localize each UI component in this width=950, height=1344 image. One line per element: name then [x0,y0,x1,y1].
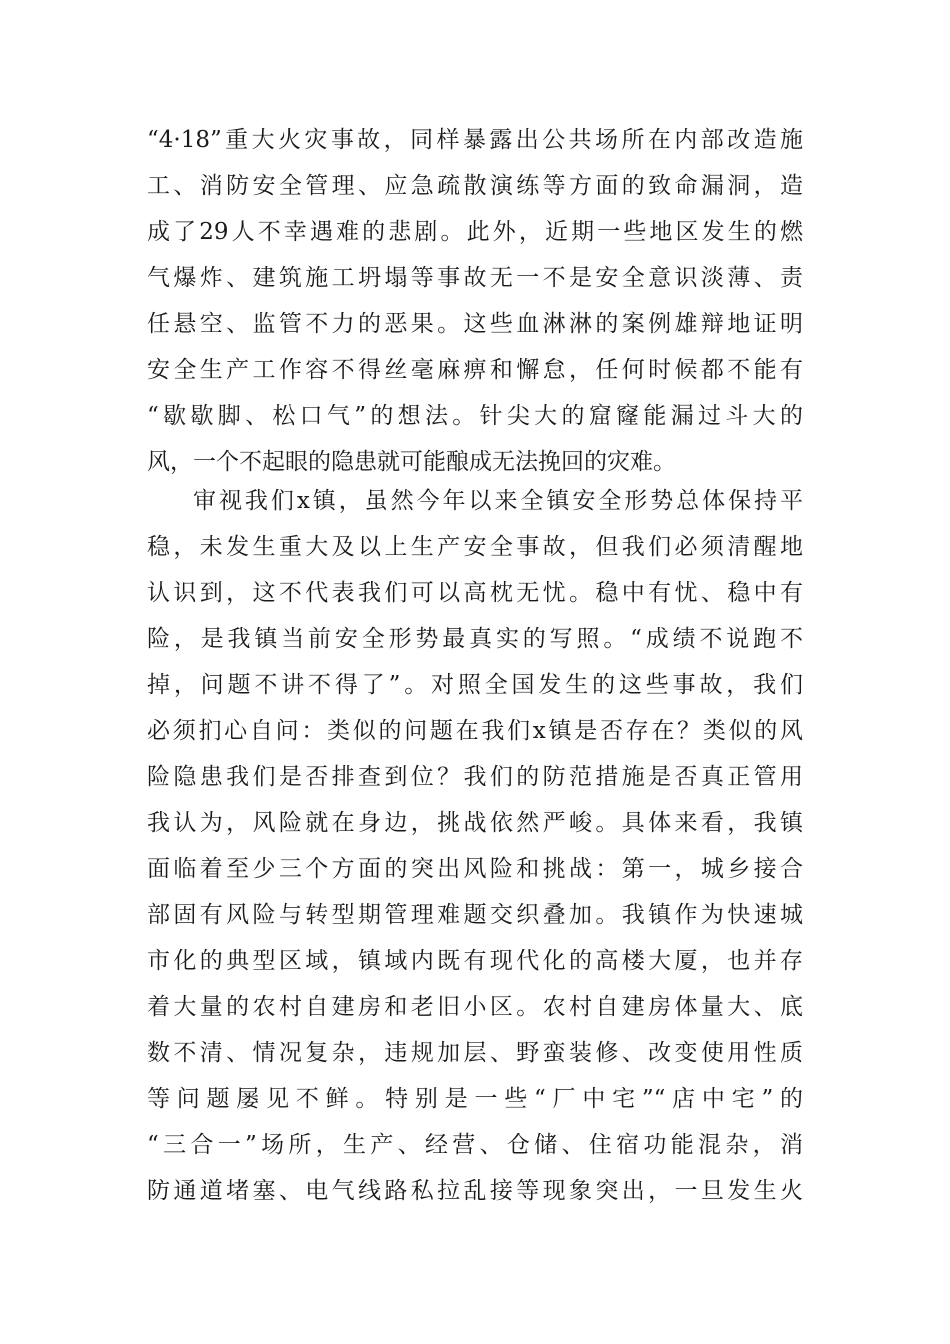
paragraph-line: 审视我们x镇，虽然今年以来全镇安全形势总体保持平 [193,488,803,514]
paragraph-line: 风，一个不起眼的隐患就可能酿成无法挽回的灾难。 [147,449,676,475]
paragraph-line: 安全生产工作容不得丝毫麻痹和懈怠，任何时候都不能有 [147,357,803,383]
paragraph-line: 必须扪心自问：类似的问题在我们x镇是否存在？类似的风 [147,718,803,744]
paragraph-line: 稳，未发生重大及以上生产安全事故，但我们必须清醒地 [147,534,803,560]
paragraph-line: 险，是我镇当前安全形势最真实的写照。“成绩不说跑不 [147,626,803,652]
paragraph-line: 成了29人不幸遇难的悲剧。此外，近期一些地区发生的燃 [147,219,803,245]
paragraph-line: 数不清、情况复杂，违规加层、野蛮装修、改变使用性质 [147,1040,803,1066]
paragraph-line: 工、消防安全管理、应急疏散演练等方面的致命漏洞，造 [147,173,803,199]
paragraph-line: “三合一”场所，生产、经营、仓储、住宿功能混杂，消 [147,1132,803,1158]
paragraph-line: 气爆炸、建筑施工坍塌等事故无一不是安全意识淡薄、责 [147,265,803,291]
paragraph-line: 等问题屡见不鲜。特别是一些“厂中宅”“店中宅”的 [147,1086,803,1112]
paragraph-line: 掉，问题不讲不得了”。对照全国发生的这些事故，我们 [147,672,803,698]
paragraph-line: 任悬空、监管不力的恶果。这些血淋淋的案例雄辩地证明 [147,311,803,337]
paragraph-2 [147,478,803,1214]
paragraph-line: 着大量的农村自建房和老旧小区。农村自建房体量大、底 [147,994,803,1020]
paragraph-line: “歇歇脚、松口气”的想法。针尖大的窟窿能漏过斗大的 [147,403,803,429]
paragraph-line: 我认为，风险就在身边，挑战依然严峻。具体来看，我镇 [147,810,803,836]
paragraph-line: “4·18”重大火灾事故，同样暴露出公共场所在内部改造施 [147,127,803,153]
paragraph-line: 部固有风险与转型期管理难题交织叠加。我镇作为快速城 [147,902,803,928]
paragraph-line: 认识到，这不代表我们可以高枕无忧。稳中有忧、稳中有 [147,580,803,606]
paragraph-line: 险隐患我们是否排查到位？我们的防范措施是否真正管用 [147,764,803,790]
paragraph-line: 市化的典型区域，镇域内既有现代化的高楼大厦，也并存 [147,948,803,974]
paragraph-line: 面临着至少三个方面的突出风险和挑战：第一，城乡接合 [147,856,803,882]
paragraph-line: 防通道堵塞、电气线路私拉乱接等现象突出，一旦发生火 [147,1178,803,1204]
paragraph-1 [147,117,803,485]
